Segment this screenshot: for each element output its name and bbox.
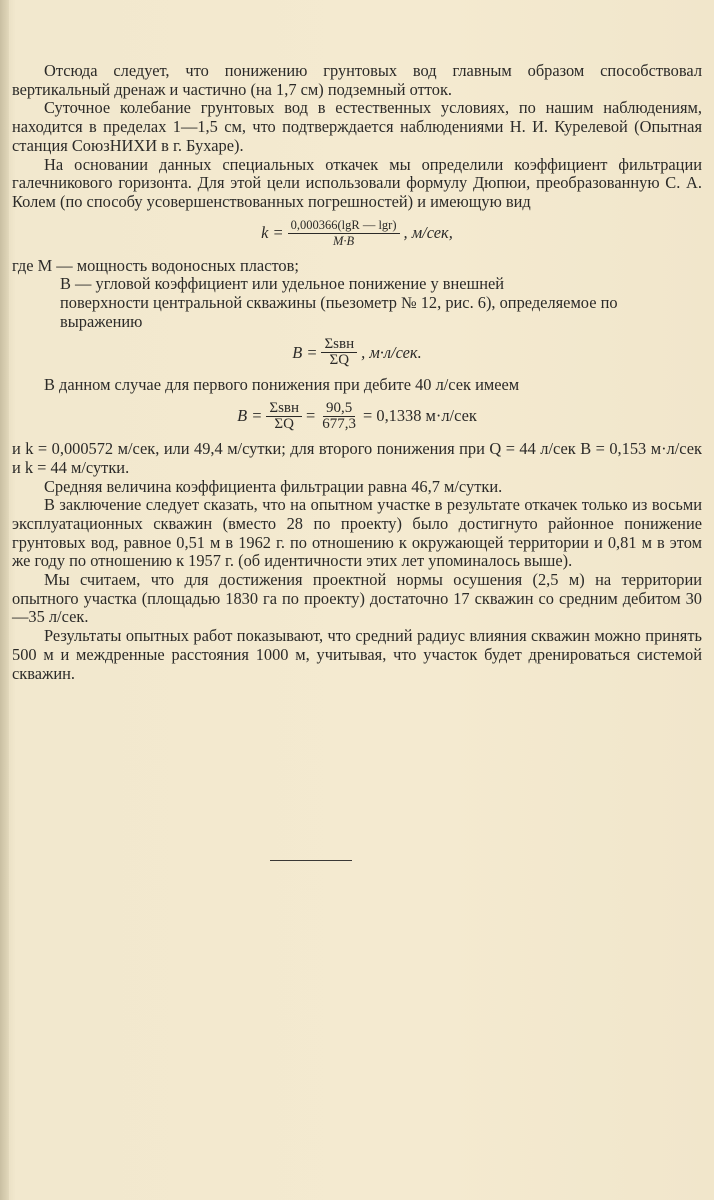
formula-k	[12, 218, 702, 249]
definition-b-line1: B — угловой коэффициент или удельное понижение у внешней	[60, 274, 505, 294]
paragraph-3: На основании данных специальных откачек мы определили коэффициент фильтрации галечникового горизонта. Для этой цели использовали формулу Дюпюи, преобразованную С. А. Колем (по способу усовершенствованных погрешностей) и имеющую вид	[12, 154, 702, 211]
formula-b-fraction	[321, 337, 357, 368]
formula-k-fraction	[288, 218, 400, 249]
paragraph-9: Результаты опытных работ показывают, что средний радиус влияния скважин можно принять 500 м и междренные расстояния 1000 м, учитывая, что участок будет дренироваться системой скважин.	[12, 626, 702, 683]
formula-bv-fraction-1	[266, 401, 302, 432]
paragraph-1: Отсюда следует, что понижению грунтовых вод главным образом способствовал вертикальный дренаж и частично (на 1,7 см) подземный отток.	[12, 61, 702, 99]
formula-b-numerator: Σsвн	[321, 337, 357, 353]
definition-b-line2: поверхности центральной скважины (пьезометр № 12, рис. 6), определяемое по выражению	[60, 293, 618, 331]
formula-bv-equals: =	[306, 406, 316, 426]
formula-k-unit: , м/сек,	[403, 222, 453, 242]
formula-b-value	[12, 401, 702, 432]
formula-k-lhs: k =	[261, 222, 284, 242]
paragraph-8: Мы считаем, что для достижения проектной нормы осушения (2,5 м) на территории опытного участка (площадью 1830 га по проекту) достаточно 17 скважин со средним дебитом 30—35 л/сек.	[12, 570, 702, 627]
page-body	[12, 62, 702, 683]
formula-bv-denominator-1: ΣQ	[274, 416, 294, 433]
formula-bv-numerator-1: Σsвн	[266, 401, 302, 417]
page-binding-edge	[0, 0, 9, 1200]
paragraph-7: В заключение следует сказать, что на опытном участке в результате откачек только из восьми эксплуатационных скважин (вместо 28 по проекту) было достигнуто районное понижение грунтовых вод, равное 0,51 м в 1962 г. по отношению к окружающей территории и 0,81 м в этом же году по отношению к 1957 г. (об идентичности этих лет упоминалось выше).	[12, 495, 702, 571]
paragraph-6: Средняя величина коэффициента фильтрации равна 46,7 м/сутки.	[44, 476, 503, 496]
paragraph-2: Суточное колебание грунтовых вод в естественных условиях, по нашим наблюдениям, находится в пределах 1—1,5 см, что подтверждается наблюдениями Н. И. Курелевой (Опытная станция СоюзНИХИ в г. Бухаре).	[12, 98, 702, 155]
formula-b-denominator: ΣQ	[329, 352, 350, 369]
paragraph-5: и k = 0,000572 м/сек, или 49,4 м/сутки; для второго понижения при Q = 44 л/сек B = 0,153 м·л/сек и k = 44 м/сутки.	[12, 439, 702, 477]
formula-bv-fraction-2	[319, 401, 359, 432]
formula-b-unit: , м·л/сек.	[361, 342, 422, 362]
end-divider	[270, 860, 352, 861]
definition-m: где M — мощность водоносных пластов;	[12, 255, 299, 275]
formula-bv-denominator-2: 677,3	[322, 416, 357, 433]
formula-b-lhs: B =	[292, 342, 318, 362]
formula-k-denominator: M·B	[332, 233, 355, 248]
formula-bv-result: = 0,1338 м·л/сек	[363, 406, 477, 426]
formula-bv-lhs: B =	[237, 406, 263, 426]
paragraph-4: В данном случае для первого понижения при дебите 40 л/сек имеем	[44, 375, 520, 395]
formula-k-numerator: 0,000366(lgR — lgr)	[288, 218, 400, 234]
formula-bv-numerator-2: 90,5	[323, 401, 355, 417]
formula-b	[12, 337, 702, 368]
